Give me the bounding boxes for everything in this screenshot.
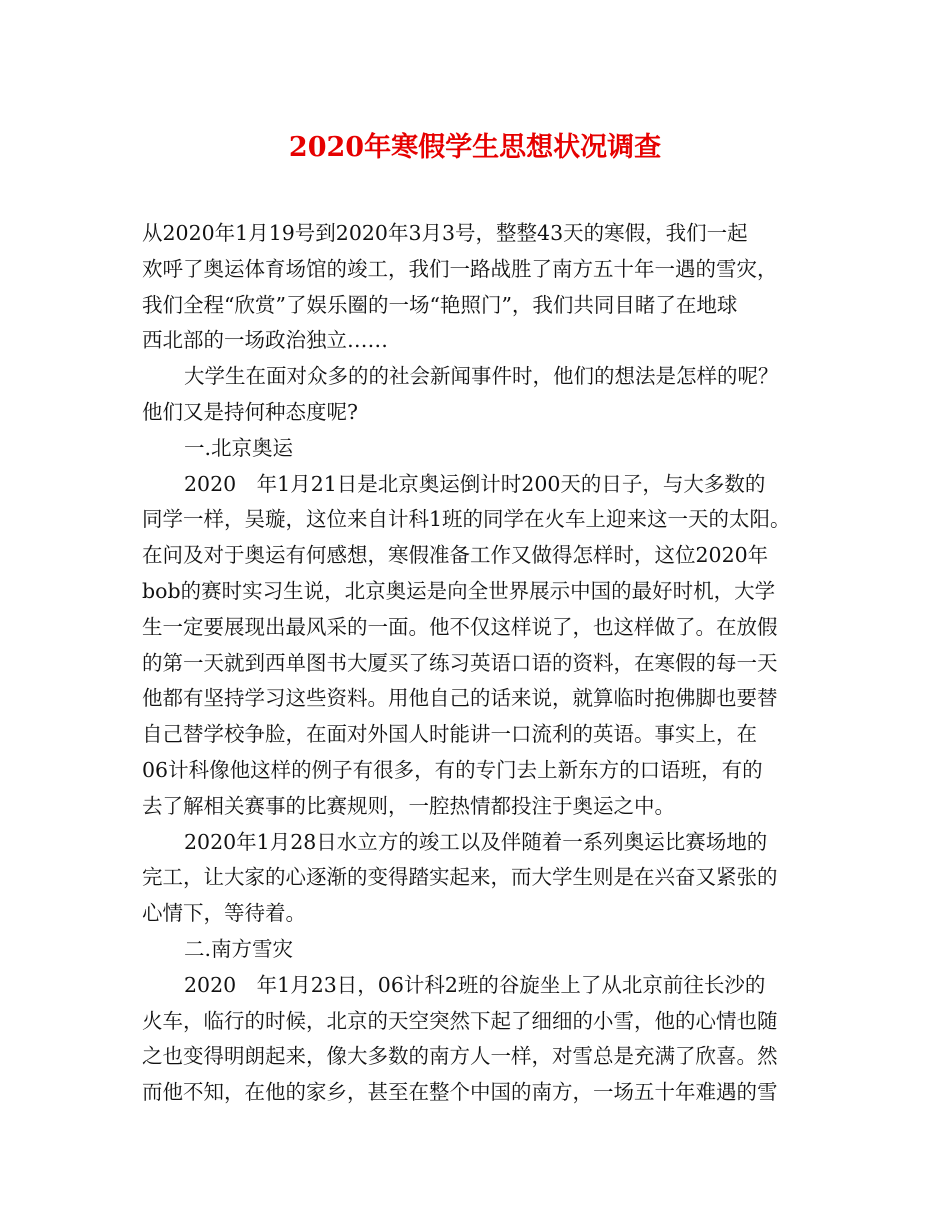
text-line: 他们又是持何种态度呢? <box>142 399 358 424</box>
text-line: 在问及对于奥运有何感想，寒假准备工作又做得怎样时，这位2020年 <box>142 543 769 568</box>
text-line: 06计科像他这样的例子有很多，有的专门去上新东方的口语班，有的 <box>142 757 763 782</box>
text-line: 火车，临行的时候，北京的天空突然下起了细细的小雪，他的心情也随 <box>142 1008 778 1033</box>
paragraph-first-line: 一.北京奥运 <box>184 435 294 460</box>
text-line: bob的赛时实习生说，北京奥运是向全世界展示中国的最好时机，大学 <box>142 578 776 603</box>
text-line: 生一定要展现出最风采的一面。他不仅这样说了，也这样做了。在放假 <box>142 614 778 639</box>
text-line: 心情下，等待着。 <box>142 901 306 926</box>
paragraph-first-line: 2020 年1月21日是北京奥运倒计时200天的日子，与大多数的 <box>184 471 766 496</box>
document-title: 2020年寒假学生思想状况调查 <box>288 132 662 163</box>
text-line: 同学一样，吴璇，这位来自计科1班的同学在火车上迎来这一天的太阳。 <box>142 507 791 532</box>
text-line: 欢呼了奥运体育场馆的竣工，我们一路战胜了南方五十年一遇的雪灾， <box>142 256 778 281</box>
paragraph-first-line: 二.南方雪灾 <box>184 936 294 961</box>
document-body <box>142 216 818 1111</box>
text-line: 我们全程“欣赏”了娱乐圈的一场“艳照门”，我们共同目睹了在地球 <box>142 292 738 317</box>
text-line: 从2020年1月19号到2020年3月3号，整整43天的寒假，我们一起 <box>142 221 748 245</box>
paragraph-first-line: 2020 年1月23日，06计科2班的谷旋坐上了从北京前往长沙的 <box>184 972 766 997</box>
text-line: 的第一天就到西单图书大厦买了练习英语口语的资料，在寒假的每一天 <box>142 650 778 675</box>
paragraph-first-line: 2020年1月28日水立方的竣工以及伴随着一系列奥运比赛场地的 <box>184 829 768 854</box>
text-line: 他都有坚持学习这些资料。用他自己的话来说，就算临时抱佛脚也要替 <box>142 686 778 711</box>
text-line: 西北部的一场政治独立…… <box>142 328 388 353</box>
text-line: 而他不知，在他的家乡，甚至在整个中国的南方，一场五十年难遇的雪 <box>142 1080 778 1105</box>
text-line: 完工，让大家的心逐渐的变得踏实起来，而大学生则是在兴奋又紧张的 <box>142 865 778 890</box>
text-line: 自己替学校争脸，在面对外国人时能讲一口流利的英语。事实上，在 <box>142 722 757 747</box>
text-line: 去了解相关赛事的比赛规则，一腔热情都投注于奥运之中。 <box>142 793 675 818</box>
text-line: 之也变得明朗起来，像大多数的南方人一样，对雪总是充满了欣喜。然 <box>142 1044 778 1069</box>
paragraph-first-line: 大学生在面对众多的的社会新闻事件时，他们的想法是怎样的呢？ <box>184 364 779 389</box>
